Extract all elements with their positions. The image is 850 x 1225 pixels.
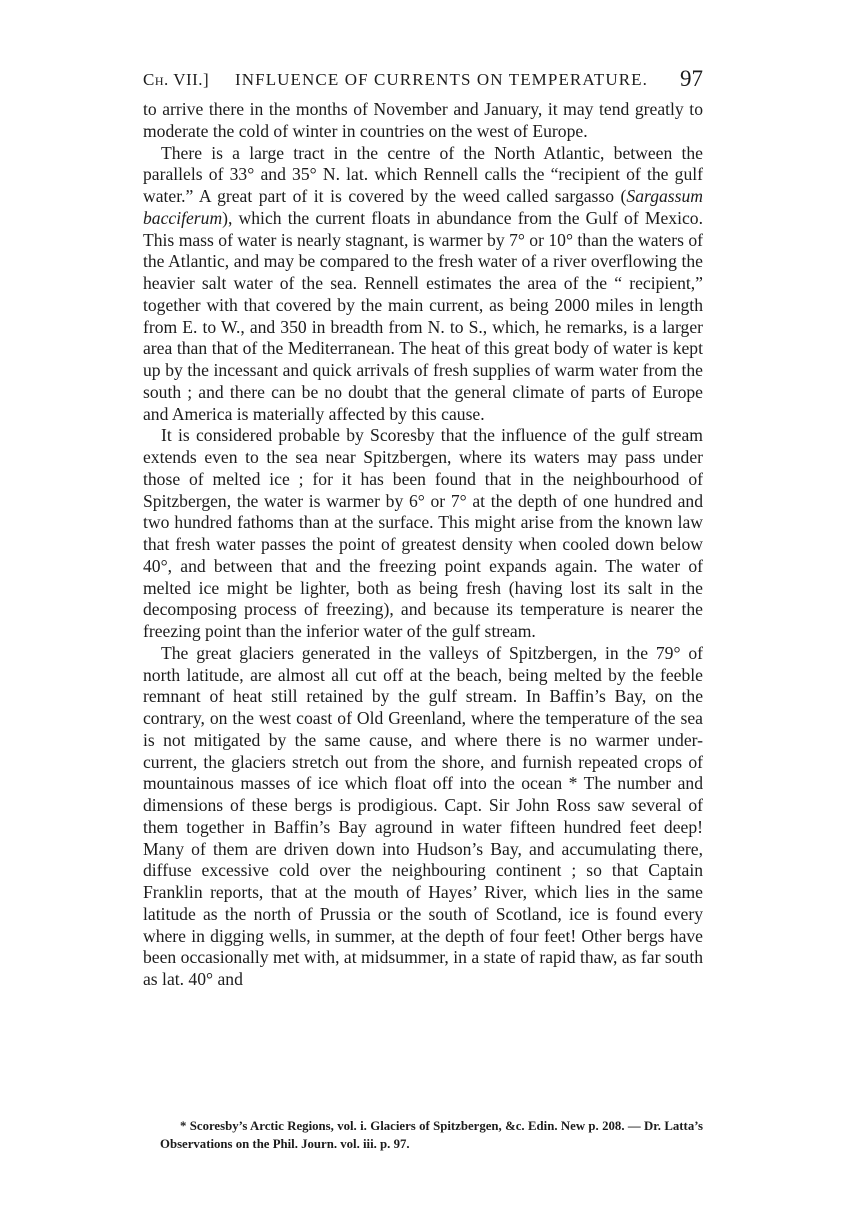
running-header <box>143 66 703 94</box>
running-title: INFLUENCE OF CURRENTS ON TEMPERATURE. <box>235 70 648 89</box>
footnote-text: * Scoresby’s Arctic Regions, vol. i. Glaciers of Spitzbergen, &c. Edin. New p. 208. — Dr. Latta’s Observations on the Phil. Journ. vol. iii. p. 97. <box>160 1119 703 1151</box>
body-text <box>143 99 703 991</box>
page-number: 97 <box>680 66 703 91</box>
paragraph-spitzbergen: It is considered probable by Scoresby that the influence of the gulf stream extends even to the sea near Spitzbergen, where its waters may pass under those of melted ice ; for it has been found that in the neighbourhood of Spitzbergen, the water is warmer by 6° or 7° at the depth of one hundred and two hundred fathoms than at the surface. This might arise from the known law that fresh water passes the point of greatest density when cooled down below 40°, and between that and the freezing point expands again. The water of melted ice might be lighter, both as being fresh (having lost its salt in the decomposing process of freezing), and because its temperature is nearer the freezing point than the inferior water of the gulf stream. <box>143 425 703 641</box>
paragraph-text: There is a large tract in the centre of the North Atlantic, between the parallels of 33° and 35° N. lat. which Rennell calls the “recipient of the gulf water.” A great part of it is covered by the weed called sargasso ( <box>143 142 703 206</box>
species-name-italic: Sargassum bacciferum <box>143 186 703 228</box>
paragraph-continuation: to arrive there in the months of November and January, it may tend greatly to moderate the cold of winter in countries on the west of Europe. <box>143 99 703 141</box>
paragraph-glaciers: The great glaciers generated in the valleys of Spitzbergen, in the 79° of north latitude, are almost all cut off at the beach, being melted by the feeble remnant of heat still retained by the gulf stream. In Baffin’s Bay, on the contrary, on the west coast of Old Greenland, where the temperature of the sea is not mitigated by the same cause, and where there is no warmer under-current, the glaciers stretch out from the shore, and furnish repeated crops of mountainous masses of ice which float off into the ocean * The number and dimensions of these bergs is prodigious. Capt. Sir John Ross saw several of them together in Baffin’s Bay aground in water fifteen hundred feet deep! Many of them are driven down into Hudson’s Bay, and accumulating there, diffuse excessive cold over the neighbouring continent ; so that Captain Franklin reports, that at the mouth of Hayes’ River, which lies in the same latitude as the north of Prussia or the south of Scotland, ice is found every where in digging wells, in summer, at the depth of four feet! Other bergs have been occasionally met with, at midsummer, in a state of rapid thaw, as far south as lat. 40° and <box>143 642 703 989</box>
paragraph-text: ), which the current floats in abundance from the Gulf of Mexico. This mass of water is nearly stagnant, is warmer by 7° or 10° than the waters of the Atlantic, and may be compared to the fresh water of a river overflowing the heavier salt water of the sea. Rennell estimates the area of the “ recipient,” together with that covered by the main current, as being 2000 miles in length from E. to W., and 350 in breadth from N. to S., which, he remarks, is a larger area than that of the Mediterranean. The heat of this great body of water is kept up by the incessant and quick arrivals of fresh supplies of warm water from the south ; and there can be no doubt that the general climate of parts of Europe and America is materially affected by this cause. <box>143 207 703 424</box>
chapter-label: Ch. VII.] <box>143 70 210 89</box>
footnote <box>160 1117 703 1153</box>
paragraph-recipient <box>143 143 703 426</box>
